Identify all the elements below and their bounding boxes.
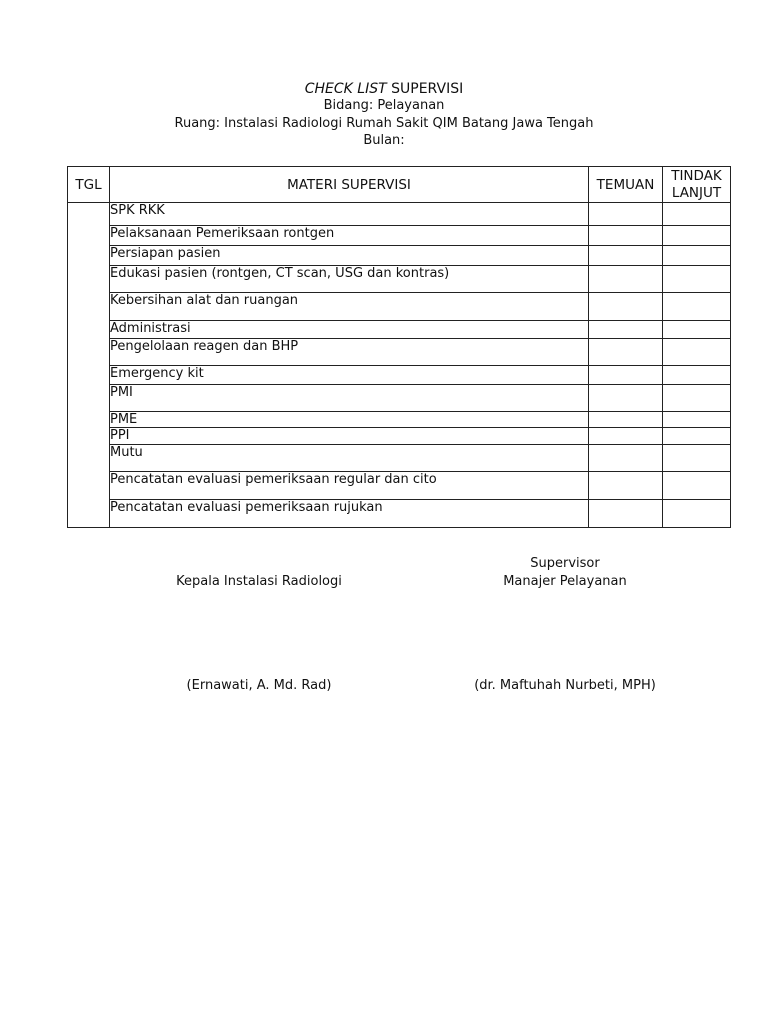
header-tgl: TGL <box>68 167 110 203</box>
tindak-lanjut-cell[interactable] <box>663 500 731 528</box>
materi-item: PME <box>110 412 589 428</box>
table-row <box>68 321 731 339</box>
materi-item: Administrasi <box>110 321 589 339</box>
table-row <box>68 472 731 500</box>
table-row <box>68 445 731 472</box>
materi-item: Emergency kit <box>110 366 589 385</box>
table-row <box>68 226 731 246</box>
temuan-cell[interactable] <box>589 293 663 321</box>
temuan-cell[interactable] <box>589 428 663 445</box>
header-temuan: TEMUAN <box>589 167 663 203</box>
materi-item: SPK RKK <box>110 203 589 226</box>
tindak-lanjut-cell[interactable] <box>663 385 731 412</box>
title-italic-part: CHECK LIST <box>304 81 387 97</box>
header-tindak-line2: LANJUT <box>671 184 722 201</box>
temuan-cell[interactable] <box>589 339 663 366</box>
temuan-cell[interactable] <box>589 203 663 226</box>
temuan-cell[interactable] <box>589 266 663 293</box>
table-row <box>68 293 731 321</box>
table-header-row <box>68 167 731 203</box>
tindak-lanjut-cell[interactable] <box>663 226 731 246</box>
temuan-cell[interactable] <box>589 385 663 412</box>
materi-item: Mutu <box>110 445 589 472</box>
table-row <box>68 385 731 412</box>
header-tindak-line1: TINDAK <box>671 167 722 184</box>
tgl-cell[interactable] <box>68 203 110 528</box>
left-signatory-name: (Ernawati, A. Md. Rad) <box>186 678 332 693</box>
tindak-lanjut-cell[interactable] <box>663 412 731 428</box>
document-title <box>0 81 768 97</box>
temuan-cell[interactable] <box>589 500 663 528</box>
materi-item: Kebersihan alat dan ruangan <box>110 293 589 321</box>
table-row <box>68 246 731 266</box>
materi-item: Pengelolaan reagen dan BHP <box>110 339 589 366</box>
header-materi: MATERI SUPERVISI <box>110 167 589 203</box>
bulan-line: Bulan: <box>363 133 405 148</box>
table-row <box>68 412 731 428</box>
table-row <box>68 266 731 293</box>
header-tindak-lanjut <box>663 167 731 203</box>
table-row <box>68 366 731 385</box>
materi-item: Pencatatan evaluasi pemeriksaan regular dan cito <box>110 472 589 500</box>
table-row <box>68 500 731 528</box>
tindak-lanjut-cell[interactable] <box>663 339 731 366</box>
temuan-cell[interactable] <box>589 472 663 500</box>
left-signatory-title: Kepala Instalasi Radiologi <box>176 574 342 589</box>
supervision-table <box>67 166 731 528</box>
tindak-lanjut-cell[interactable] <box>663 445 731 472</box>
tindak-lanjut-cell[interactable] <box>663 246 731 266</box>
tindak-lanjut-cell[interactable] <box>663 266 731 293</box>
temuan-cell[interactable] <box>589 226 663 246</box>
right-signatory-title: Manajer Pelayanan <box>503 574 627 589</box>
table-row <box>68 339 731 366</box>
temuan-cell[interactable] <box>589 445 663 472</box>
materi-item: Pelaksanaan Pemeriksaan rontgen <box>110 226 589 246</box>
temuan-cell[interactable] <box>589 412 663 428</box>
supervisor-label: Supervisor <box>530 556 600 571</box>
right-signatory-name: (dr. Maftuhah Nurbeti, MPH) <box>474 678 656 693</box>
materi-item: Pencatatan evaluasi pemeriksaan rujukan <box>110 500 589 528</box>
tindak-lanjut-cell[interactable] <box>663 293 731 321</box>
materi-item: Persiapan pasien <box>110 246 589 266</box>
tindak-lanjut-cell[interactable] <box>663 366 731 385</box>
materi-item: PPI <box>110 428 589 445</box>
temuan-cell[interactable] <box>589 366 663 385</box>
table-row <box>68 428 731 445</box>
table-row <box>68 203 731 226</box>
materi-item: PMI <box>110 385 589 412</box>
tindak-lanjut-cell[interactable] <box>663 203 731 226</box>
tindak-lanjut-cell[interactable] <box>663 321 731 339</box>
ruang-line: Ruang: Instalasi Radiologi Rumah Sakit QIM Batang Jawa Tengah <box>174 116 594 131</box>
tindak-lanjut-cell[interactable] <box>663 428 731 445</box>
temuan-cell[interactable] <box>589 246 663 266</box>
tindak-lanjut-cell[interactable] <box>663 472 731 500</box>
title-rest-part: SUPERVISI <box>386 81 464 97</box>
temuan-cell[interactable] <box>589 321 663 339</box>
materi-item: Edukasi pasien (rontgen, CT scan, USG dan kontras) <box>110 266 589 293</box>
bidang-line: Bidang: Pelayanan <box>323 98 445 113</box>
